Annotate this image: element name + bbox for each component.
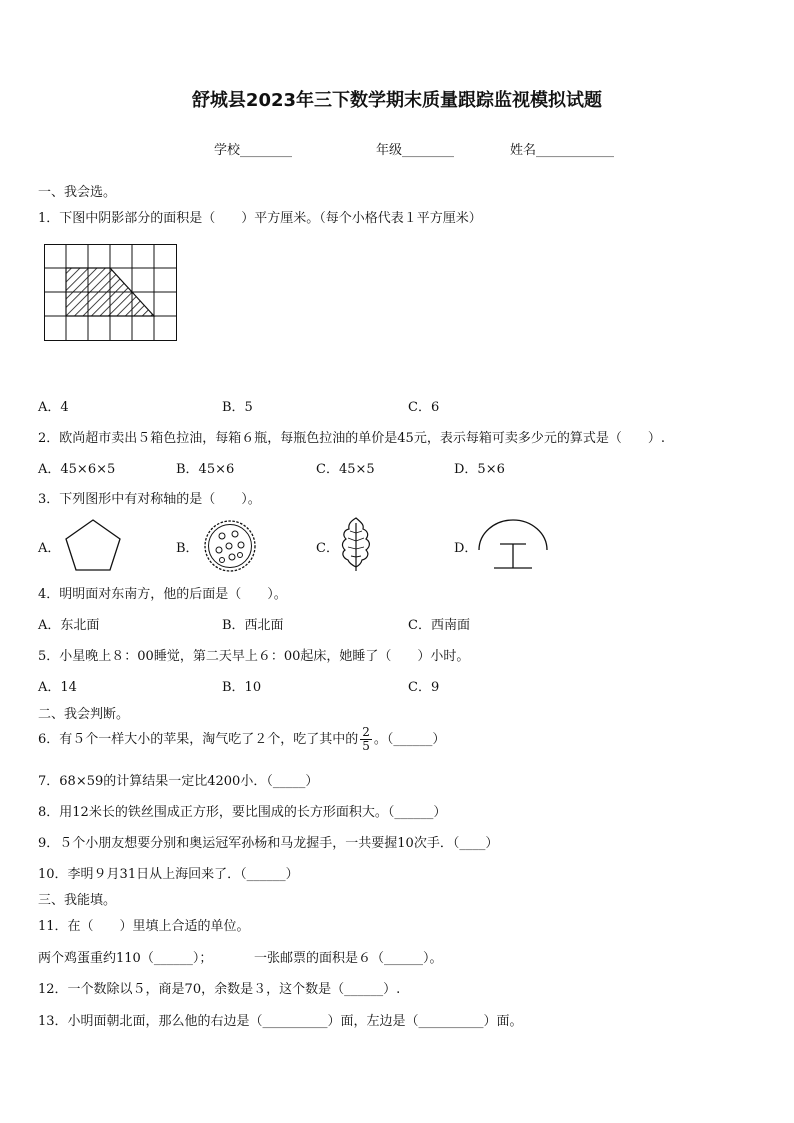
question-3: 3．下列图形中有对称轴的是（ ）。: [38, 492, 261, 507]
section-heading-choose: 一、我会选。: [38, 185, 117, 200]
q1-option-a[interactable]: A．4: [38, 400, 69, 415]
question-2: 2．欧尚超市卖出５箱色拉油，每箱６瓶，每瓶色拉油的单价是45元，表示每箱可卖多少元的算式是（ ）.: [38, 431, 665, 446]
question-12: 12．一个数除以５，商是70，余数是３，这个数是（______）.: [38, 982, 401, 997]
question-11-part-b: 一张邮票的面积是６（______）。: [254, 951, 443, 966]
fraction: [360, 726, 372, 753]
question-6-text: 6．有５个一样大小的苹果，淘气吃了２个，吃了其中的: [38, 732, 359, 747]
q4-option-c[interactable]: C．西南面: [408, 618, 470, 633]
question-10: 10．李明９月31日从上海回来了．（______）: [38, 867, 299, 882]
q2-option-b[interactable]: B．45×6: [176, 462, 235, 477]
arch-shape-icon: [476, 514, 550, 572]
leaf-icon: [338, 515, 374, 573]
q2-option-c[interactable]: C．45×5: [316, 462, 375, 477]
fraction-numerator: 2: [362, 725, 370, 739]
q2-option-a[interactable]: A．45×6×5: [38, 462, 116, 477]
section-heading-judge: 二、我会判断。: [38, 707, 130, 722]
q5-option-b[interactable]: B．10: [222, 680, 262, 695]
question-13: 13．小明面朝北面，那么他的右边是（__________）面，左边是（__________）面。: [38, 1014, 523, 1029]
page-title: 舒城县2023年三下数学期末质量跟踪监视模拟试题: [191, 90, 603, 111]
q1-option-b[interactable]: B．5: [222, 400, 253, 415]
pentagon-icon: [62, 517, 124, 573]
question-6-blank: 。（______）: [373, 732, 446, 747]
question-9: 9．５个小朋友想要分别和奥运冠军孙杨和马龙握手，一共要握10次手．（____）: [38, 836, 499, 851]
q3-option-d[interactable]: D．: [454, 541, 478, 556]
question-11-part-a: 两个鸡蛋重约110（______）；: [38, 951, 213, 966]
q3-option-a[interactable]: A．: [38, 541, 61, 556]
grade-field: 年级________: [376, 143, 455, 158]
q4-option-a[interactable]: A．东北面: [38, 618, 100, 633]
question-4: 4．明明面对东南方，他的后面是（ ）。: [38, 587, 287, 602]
q5-option-c[interactable]: C．9: [408, 680, 440, 695]
grid-figure: [44, 244, 178, 342]
q1-option-c[interactable]: C．6: [408, 400, 440, 415]
section-heading-fill: 三、我能填。: [38, 893, 117, 908]
school-field: 学校________: [214, 143, 293, 158]
question-1: 1．下图中阴影部分的面积是（ ）平方厘米。（每个小格代表１平方厘米）: [38, 211, 482, 226]
name-field: 姓名____________: [510, 143, 615, 158]
cookie-circle-icon: [202, 518, 258, 574]
question-6: [38, 726, 445, 753]
question-5: 5．小星晚上８：00睡觉，第二天早上６：00起床，她睡了（ ）小时。: [38, 649, 470, 664]
question-8: 8．用12米长的铁丝围成正方形，要比围成的长方形面积大。（______）: [38, 805, 447, 820]
q3-option-c[interactable]: C．: [316, 541, 339, 556]
q5-option-a[interactable]: A．14: [38, 680, 77, 695]
q3-option-b[interactable]: B．: [176, 541, 199, 556]
question-11: 11．在（ ）里填上合适的单位。: [38, 919, 250, 934]
question-7: 7．68×59的计算结果一定比4200小．（_____）: [38, 774, 319, 789]
q4-option-b[interactable]: B．西北面: [222, 618, 284, 633]
q2-option-d[interactable]: D．5×6: [454, 462, 505, 477]
fraction-denominator: 5: [362, 739, 370, 753]
